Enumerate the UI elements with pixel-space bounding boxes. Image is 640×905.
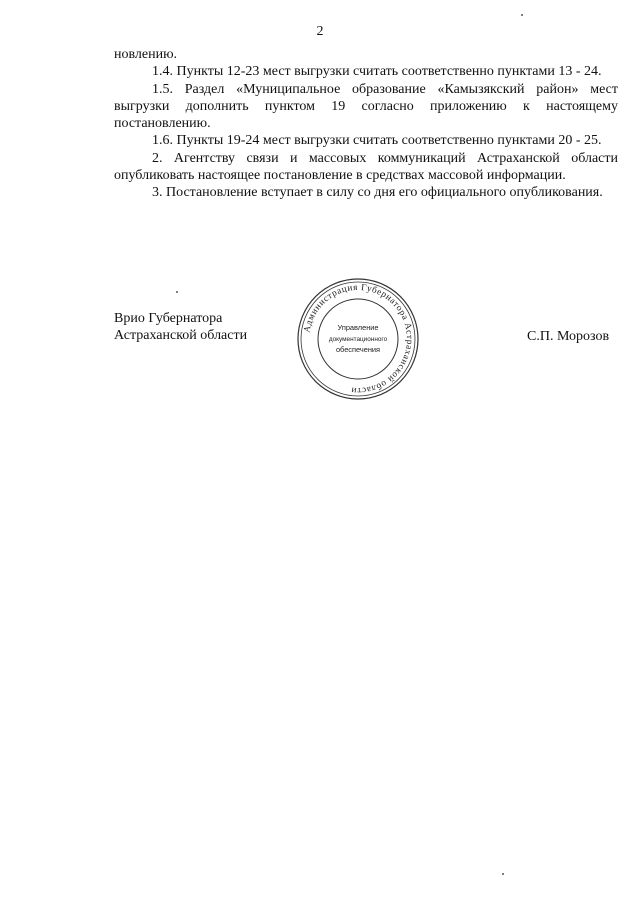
svg-text:документационного: документационного xyxy=(328,336,388,343)
page-number: 2 xyxy=(316,24,324,39)
paragraph-1-6: 1.6. Пункты 19-24 мест выгрузки считать соответственно пунктами 20 - 25. xyxy=(152,133,602,149)
svg-text:Администрация Губернатора Астр: Администрация Губернатора Астраханской области xyxy=(301,281,416,397)
signatory-name: С.П. Морозов xyxy=(527,329,610,344)
scan-speck xyxy=(502,873,504,875)
scan-speck xyxy=(176,291,178,293)
paragraph-3: 3. Постановление вступает в силу со дня его официального опубликования. xyxy=(152,185,603,201)
signatory-position xyxy=(114,310,247,344)
document-body xyxy=(114,46,618,202)
scan-speck xyxy=(521,14,523,16)
signatory-position-line1: Врио Губернатора xyxy=(114,311,223,326)
paragraph-1-5: 1.5. Раздел «Муниципальное образование «Камызякский район» мест выгрузки дополнить пунктом 19 согласно приложению к настоящему постановлению. xyxy=(114,81,618,132)
paragraph-continuation: новлению. xyxy=(114,47,178,62)
signatory-position-line2: Астраханской области xyxy=(114,328,248,343)
official-seal xyxy=(296,277,420,401)
seal-stamp-icon xyxy=(296,277,420,401)
paragraph-2: 2. Агентству связи и массовых коммуникаций Астраханской области опубликовать настоящее постановление в средствах массовой информации. xyxy=(114,150,618,184)
svg-text:обеспечения: обеспечения xyxy=(335,345,381,354)
paragraph-1-4: 1.4. Пункты 12-23 мест выгрузки считать соответственно пунктами 13 - 24. xyxy=(152,64,602,80)
svg-text:Управление: Управление xyxy=(337,323,379,332)
